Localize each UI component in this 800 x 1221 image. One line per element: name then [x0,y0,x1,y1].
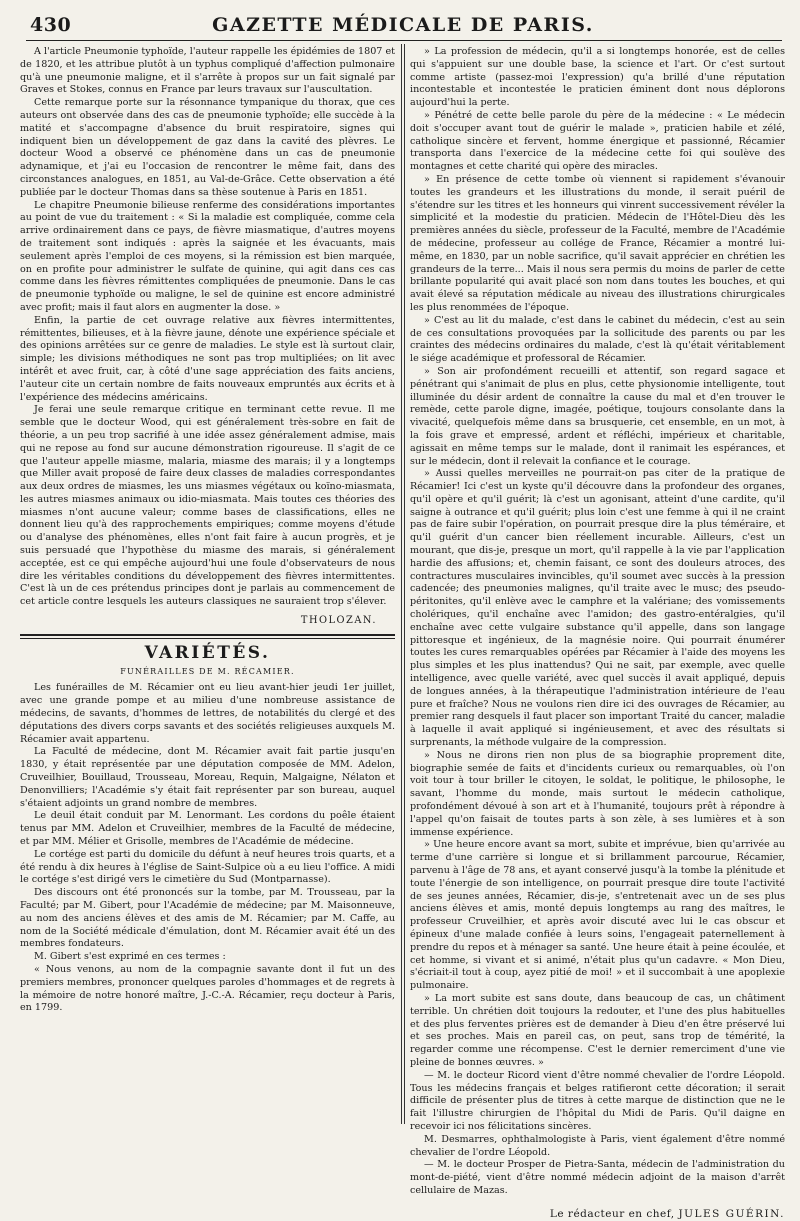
paragraph: » Nous ne dirons rien non plus de sa biographie proprement dite, biographie semée de faits et d'incidents curieux ou remarquables, où l'on voit tour à tour briller le citoyen, le soldat, le politique, le philosophe, le savant, l'homme du monde, mais surtout le médecin catholique, profondément dévoué à son art et à l'humanité, toujours prêt à répondre à l'appel qu'on faisait de toutes parts à son zèle, à ses lumières et à son immense expérience. [410,749,785,838]
paragraph: — M. le docteur Ricord vient d'être nommé chevalier de l'ordre Léopold. Tous les médecins français et belges ratifieront cette décoration; il serait difficile de présenter plus de titres à cette marque de distinction que ne le fait l'illustre chirurgien de l'hôpital du Midi de Paris. Qu'il daigne en recevoir ici nos félicitations sincères. [410,1069,785,1132]
paragraph: Enfin, la partie de cet ouvrage relative aux fièvres intermittentes, rémittentes, bilieuses, et à la fièvre jaune, dénote une expérience spéciale et des opinions arrêtées sur ce genre de maladies. Le style est là surtout clair, simple; les divisions méthodiques ne sont pas trop multipliées; on lit avec intérêt et avec fruit, car, à côté d'une sage appréciation des faits anciens, l'auteur cite un certain nombre de faits nouveaux empruntés aux écrits et à l'expérience des médecins américains. [20,314,395,403]
paragraph: Cette remarque porte sur la résonnance tympanique du thorax, que ces auteurs ont observée dans des cas de pneumonie typhoïde; elle succède à la matité et s'accompagne d'absence du bruit respiratoire, signes qui indiquent bien un développement de gaz dans la cavité des plèvres. Le docteur Wood a observé ce phénomène dans un cas de pneumonie adynamique, et j'ai eu l'occasion de rencontrer le même fait, dans des circonstances analogues, en 1851, au Val-de-Grâce. Cette observation a été publiée par le docteur Thomas dans sa thèse soutenue à Paris en 1851. [20,97,395,198]
column-divider [401,44,402,1124]
paragraph: » Aussi quelles merveilles ne pourrait-on pas citer de la pratique de Récamier! Ici c'est un kyste qu'il découvre dans la profondeur des organes, qu'il opère et qu'il guérit; là c'est un agonisant, atteint d'une cardite, qu'il saigne à outrance et qu'il guérit; plus loin c'est une femme à qui il ne craint pas de faire subir l'opération, on pourrait presque dire la plus téméraire, et qu'il guérit d'un cancer bien réellement incurable. Ailleurs, c'est un mourant, que dis-je, presque un mort, qu'il rappelle à la vie par l'application hardie des affusions; et, chemin faisant, ce sont des douleurs atroces, des contractures musculaires invincibles, qu'il soumet avec succès à la pression cadencée; des pneumonies malignes, qu'il traite avec le musc; des pseudo-péritonites, qu'il enlève avec le camphre et la valériane; des vomissements cholériques, qu'il enchaîne avec l'amidon; des gastro-entéralgies, qu'il enchaîne avec cette vulgaire substance qu'il appelle, dans son langage pittoresque et ingénieux, de la magnésie noire. Qui pourrait énumérer toutes les cures remarquables opérées par Récamier à l'aide des moyens les plus simples et les plus inattendus? Qui ne sait, par exemple, avec quelle intelligence, avec quelle variété, avec quel succès il avait appliqué, depuis de longues années, à la thérapeutique l'administration intérieure de l'eau pure et fraîche? Nous ne voulons rien dire ici des ouvrages de Récamier, au premier rang desquels il faut placer son important Traité du cancer, maladie à laquelle il avait appliqué si ingénieusement, et avec des résultats si surprenants, la méthode vulgaire de la compression. [410,468,785,749]
paragraph: Les funérailles de M. Récamier ont eu lieu avant-hier jeudi 1er juillet, avec une grande pompe et au milieu d'une nombreuse assistance de médecins, de savants, d'hommes de lettres, de notabilités du clergé et des députations des divers corps savants et des sociétés religieuses auxquels M. Récamier avait appartenu. [20,682,395,745]
page-number: 430 [30,14,72,36]
paragraph: Le cortége est parti du domicile du défunt à neuf heures trois quarts, et a été rendu à dix heures à l'église de Saint-Sulpice où a eu lieu l'office. A midi le cortége s'est dirigé vers le cimetière du Sud (Montparnasse). [20,848,395,886]
author-signature: THOLOZAN. [300,615,377,627]
header-rule [26,40,782,41]
paragraph: A l'article Pneumonie typhoïde, l'auteur rappelle les épidémies de 1807 et de 1820, et les attribue plutôt à un typhus compliqué d'affection pulmonaire qu'à une pneumonie maligne, et il s'arrête à propos sur un fait signalé par Graves et Stokes, connus en France par leurs travaux sur l'auscultation. [20,46,395,96]
section-subtitle: FUNÉRAILLES DE M. RÉCAMIER. [120,666,295,676]
paragraph: » Une heure encore avant sa mort, subite et imprévue, bien qu'arrivée au terme d'une carrière si longue et si brillamment parcourue, Récamier, parvenu à l'âge de 78 ans, et ayant conservé jusqu'à la tombe la plénitude et toute l'énergie de son intelligence, on pourrait presque dire toute l'activité de ses jeunes années, Récamier, dis-je, s'entretenait avec un de ses plus anciens élèves et amis, monté depuis longtemps au rang des maîtres, le professeur Cruveilhier, et après avoir discuté avec lui le cas obscur et épineux d'une malade confiée à leurs soins, l'engageait paternellement à prendre du repos et à ménager sa santé. Une heure était à peine écoulée, et cet homme, si vivant et si animé, n'était plus qu'un cadavre. « Mon Dieu, s'écriait-il tout à coup, ayez pitié de moi! » et il succombait à une apoplexie pulmonaire. [410,839,785,992]
right-column [410,46,785,1220]
paragraph: Le deuil était conduit par M. Lenormant. Les cordons du poêle étaient tenus par MM. Adelon et Cruveilhier, membres de la Faculté de médecine, et par MM. Mélier et Grisolle, membres de l'Académie de médecine. [20,810,395,848]
paragraph: » C'est au lit du malade, c'est dans le cabinet du médecin, c'est au sein de ces consultations provoquées par la sollicitude des parents ou par les craintes des médecins ordinaires du malade, c'est là qu'était véritablement le siége académique et professoral de Récamier. [410,314,785,365]
column-divider [404,44,405,1124]
editor-name: JULES GUÉRIN. [678,1207,785,1220]
paragraph: « Nous venons, au nom de la compagnie savante dont il fut un des premiers membres, prononcer quelques paroles d'hommages et de regrets à la mémoire de notre honoré maître, J.-C.-A. Récamier, reçu docteur à Paris, en 1799. [20,963,395,1014]
paragraph: — M. le docteur Prosper de Pietra-Santa, médecin de l'administration du mont-de-piété, vient d'être nommé médecin adjoint de la maison d'arrêt cellulaire de Mazas. [410,1159,785,1196]
section-title: VARIÉTÉS. [144,642,271,663]
paragraph: M. Desmarres, ophthalmologiste à Paris, vient également d'être nommé chevalier de l'ordre Léopold. [410,1133,785,1158]
journal-title: GAZETTE MÉDICALE DE PARIS. [212,14,594,36]
paragraph: » En présence de cette tombe où viennent si rapidement s'évanouir toutes les grandeurs et les illustrations du monde, il serait puéril de s'étendre sur les titres et les honneurs qui vinrent successivement révéler la simplicité et la modestie du praticien. Médecin de l'Hôtel-Dieu dès les premières années du siècle, professeur de la Faculté, membre de l'Académie de médecine, professeur au collége de France, Récamier a montré lui-même, en 1830, par un noble sacrifice, qu'il savait apprécier en chrétien les grandeurs de la terre... Mais il nous sera permis du moins de parler de cette brillante popularité qui avait placé son nom dans toutes les bouches, et qui avait élevé sa réputation médicale au niveau des illustrations chirurgicales les plus renommées de l'époque. [410,173,785,313]
paragraph: Des discours ont été prononcés sur la tombe, par M. Trousseau, par la Faculté; par M. Gibert, pour l'Académie de médecine; par M. Maisonneuve, au nom des anciens élèves et des amis de M. Récamier; par M. Caffe, au nom de la Société médicale d'émulation, dont M. Récamier avait été un des membres fondateurs. [20,887,395,950]
paragraph: Je ferai une seule remarque critique en terminant cette revue. Il me semble que le docteur Wood, qui est généralement très-sobre en fait de théorie, a un peu trop sacrifié à une idée assez généralement admise, mais qui ne repose au fond sur aucune démonstration rigoureuse. Il s'agit de ce que l'auteur appelle miasme, malaria, miasme des marais; il y a longtemps que Miller avait proposé de faire deux classes de maladies correspondantes aux deux ordres de miasmes, les uns miasmes végétaux ou koïno-miasmata, les autres miasmes animaux ou idio-miasmata. Mais toutes ces théories des miasmes n'ont aucune valeur; comme bases de classifications, elles ne donnent lieu qu'à des rapprochements empiriques; comme moyens d'étude ou d'analyse des phénomènes, elles n'ont fait faire à aucun progrès, et je suis persuadé que l'hypothèse du miasme des marais, si généralement acceptée, est ce qui empêche aujourd'hui une foule d'observateurs de nous dire les véritables conditions du développement des fièvres intermittentes. C'est là un de ces prétendus principes dont je parlais au commencement de cet article contre lesquels les auteurs classiques ne sauraient trop s'élever. [20,404,395,608]
paragraph: Le chapitre Pneumonie bilieuse renferme des considérations importantes au point de vue du traitement : « Si la maladie est compliquée, comme cela arrive ordinairement dans ce pays, de fièvre miasmatique, d'autres moyens de traitement sont indiqués : après la saignée et les évacuants, mais seulement après l'emploi de ces moyens, si la rémission est bien marquée, on en profite pour administrer le sulfate de quinine, qui agit dans ces cas comme dans les fièvres rémittentes compliquées de pneumonie. Dans le cas de pneumonie typhoïde ou maligne, le sel de quinine est encore administré avec profit; mais il faut alors en augmenter la dose. » [20,199,395,313]
paragraph: » La profession de médecin, qu'il a si longtemps honorée, est de celles qui s'appuient sur une double base, la science et l'art. Or c'est surtout comme artiste (passez-moi l'expression) qu'a brillé d'une réputation incontestable et incontestée le praticien éminent dont nous déplorons aujourd'hui la perte. [410,46,785,109]
section-rule [20,634,395,636]
section-rule-thin [20,638,395,639]
left-column [20,46,395,1120]
paragraph: » La mort subite est sans doute, dans beaucoup de cas, un châtiment terrible. Un chrétien doit toujours la redouter, et l'une des plus habituelles et des plus ferventes prières est de demander à Dieu d'en être préservé lui et ses proches. Mais en pareil cas, on peut, sans trop de témérité, la regarder comme une récompense. C'est le dernier remerciment d'une vie pleine de bonnes œuvres. » [410,992,785,1068]
paragraph: M. Gibert s'est exprimé en ces termes : [34,951,226,963]
paragraph: » Son air profondément recueilli et attentif, son regard sagace et pénétrant qui s'animait de plus en plus, cette physionomie intelligente, tout illuminée du désir ardent de connaître la cause du mal et d'en trouver le remède, cette parole digne, imagée, poétique, toujours consolante dans la vivacité, quelquefois même dans sa brusquerie, cet ensemble, en un mot, à la fois grave et empressé, ardent et réfléchi, impérieux et charitable, agissait en même temps sur le malade, dont il ranimait les espérances, et sur le médecin, dont il relevait la confiance et le courage. [410,365,785,467]
paragraph: » Pénétré de cette belle parole du père de la médecine : « Le médecin doit s'occuper avant tout de guérir le malade », praticien habile et zélé, catholique sincère et fervent, homme énergique et passionné, Récamier transporta dans l'exercice de la médecine cette foi qui soulève des montagnes et cette charité qui opère des miracles. [410,109,785,173]
editor-signature [410,1208,785,1221]
editor-label: Le rédacteur en chef, [549,1207,675,1220]
page-header [18,8,788,38]
paragraph: La Faculté de médecine, dont M. Récamier avait fait partie jusqu'en 1830, y était représentée par une députation composée de MM. Adelon, Cruveilhier, Bouillaud, Trousseau, Moreau, Requin, Malgaigne, Nélaton et Denonvilliers; l'Académie s'y était fait représenter par son bureau, auquel s'étaient adjoints un grand nombre de membres. [20,746,395,809]
